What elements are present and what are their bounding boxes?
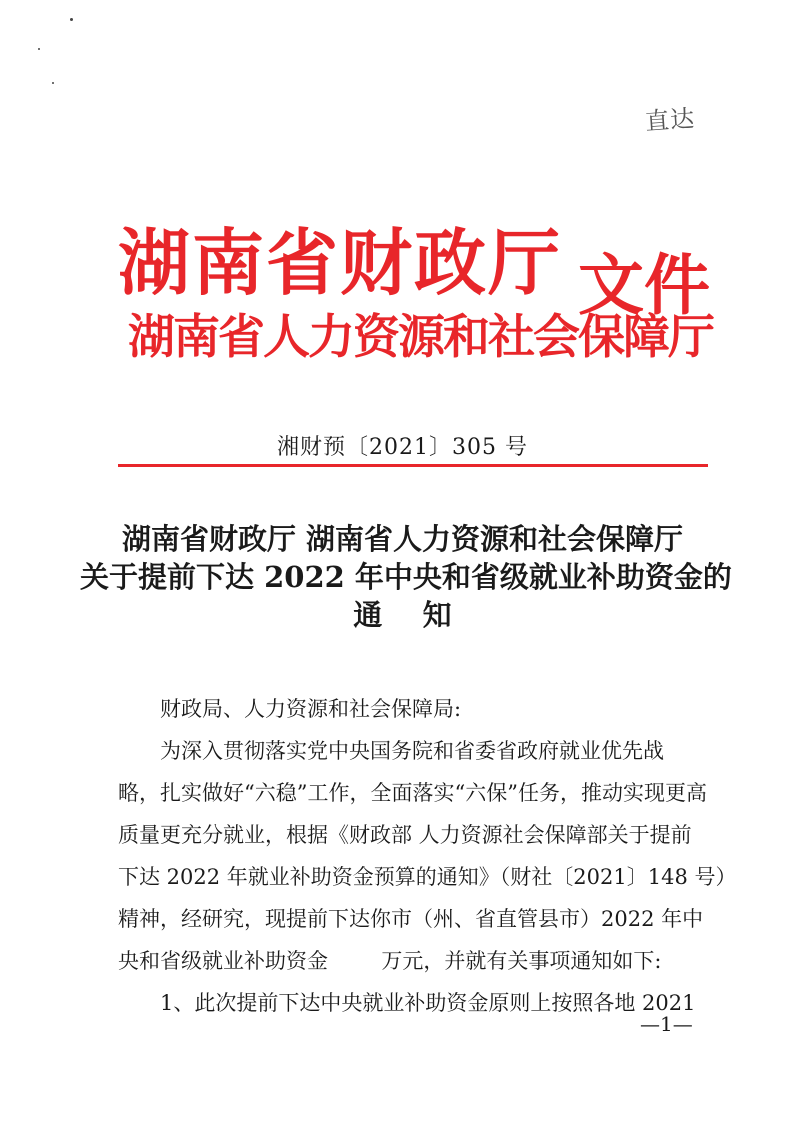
- salutation: 财政局、人力资源和社会保障局:: [160, 697, 462, 721]
- paragraph-line: 下达 2022 年就业补助资金预算的通知》（财社〔2021〕148 号）: [118, 865, 737, 889]
- paragraph-line: 1、此次提前下达中央就业补助资金原则上按照各地 2021: [160, 991, 696, 1015]
- paragraph-line: 略，扎实做好“六稳”工作，全面落实“六保”任务，推动实现更高: [118, 781, 707, 805]
- paragraph-line: 央和省级就业补助资金 万元，并就有关事项通知如下:: [118, 949, 662, 973]
- document-body: [118, 688, 737, 1024]
- handwritten-note: 直达: [644, 104, 697, 136]
- title-line-2: 关于提前下达 2022 年中央和省级就业补助资金的: [80, 560, 732, 594]
- paragraph-line: 精神，经研究，现提前下达你市（州、省直管县市）2022 年中: [118, 907, 704, 931]
- scan-speck: [70, 18, 73, 21]
- paragraph-line: 质量更充分就业，根据《财政部 人力资源社会保障部关于提前: [118, 823, 692, 847]
- issuer-finance-dept: 湖南省财政厅: [118, 221, 563, 305]
- scan-speck: [52, 82, 54, 84]
- page-number: —1—: [640, 1012, 693, 1036]
- document-number: 湘财预〔2021〕305 号: [277, 435, 528, 460]
- scan-speck: [38, 48, 40, 50]
- issuer-hrss-dept: 湖南省人力资源和社会保障厅: [128, 310, 713, 365]
- title-line-3: 通 知: [353, 598, 452, 632]
- paragraph-line: 为深入贯彻落实党中央国务院和省委省政府就业优先战: [160, 739, 664, 763]
- document-title: [80, 520, 732, 634]
- red-divider: [118, 464, 708, 467]
- document-suffix: 文件: [578, 247, 710, 324]
- title-line-1: 湖南省财政厅 湖南省人力资源和社会保障厅: [121, 522, 684, 556]
